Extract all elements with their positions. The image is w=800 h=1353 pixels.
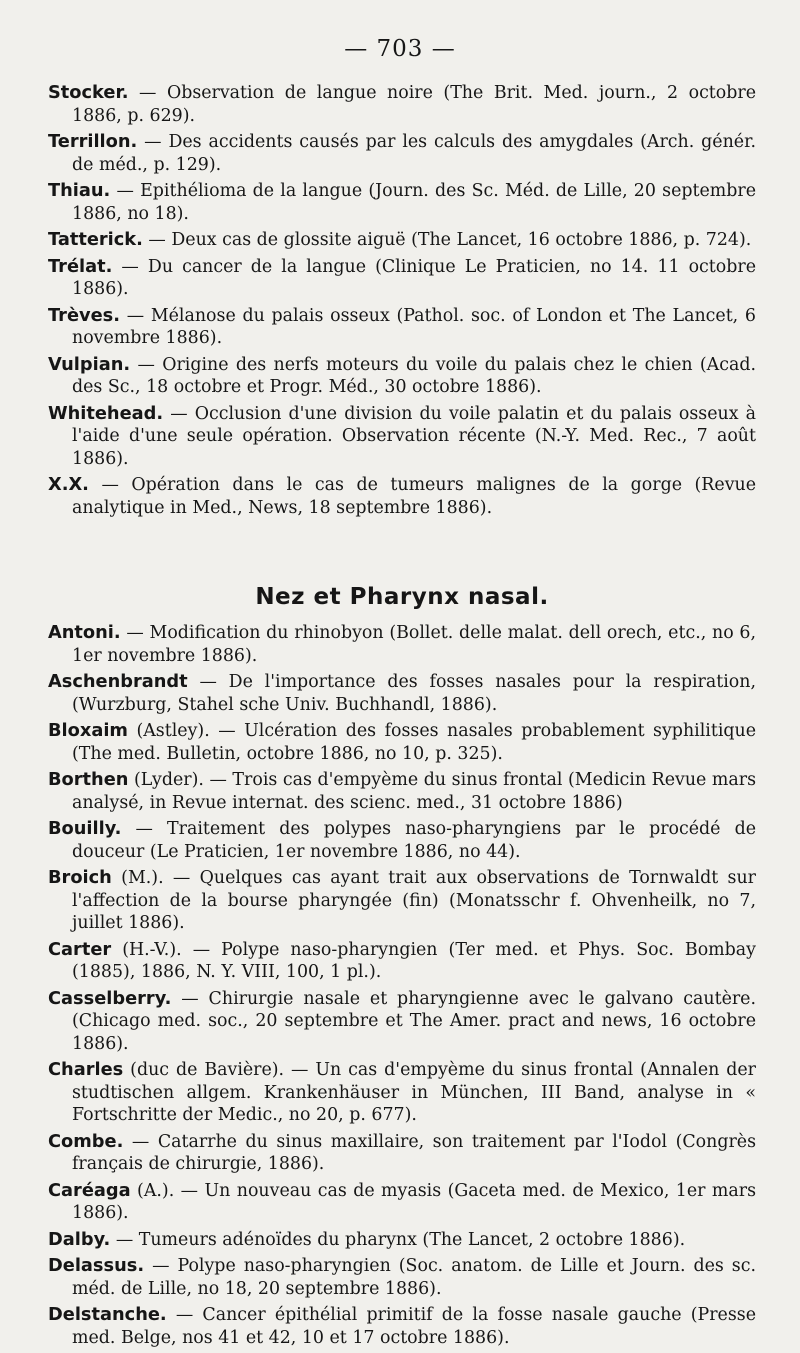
entry-text: — Cancer épithélial primitif de la fosse nasale gauche (Presse med. Belge, nos 41 et 42, 10 et 17 octobre 1886). xyxy=(72,1305,756,1348)
author-name: Whitehead. xyxy=(48,402,164,424)
entry xyxy=(48,354,756,399)
entry xyxy=(48,180,756,225)
entry-text: — Observation de langue noire (The Brit. Med. journ., 2 octobre 1886, p. 629). xyxy=(72,83,757,126)
entry xyxy=(48,1059,756,1127)
author-name: Terrillon. xyxy=(48,131,138,152)
entry-text: — Occlusion d'une division du voile palatin et du palais osseux à l'aide d'une seule opération. Observation récente (N.-Y. Med. Rec., 7 août 1886). xyxy=(72,403,756,469)
bibliography-list-tongue xyxy=(48,82,756,523)
author-name: Tatterick. xyxy=(48,229,143,250)
author-name: Borthen xyxy=(48,769,129,790)
entry xyxy=(48,1180,756,1225)
entry-text: — Du cancer de la langue (Clinique Le Praticien, no 14. 11 octobre 1886). xyxy=(72,256,756,299)
entry xyxy=(48,720,756,765)
entry xyxy=(48,82,756,127)
entry-text: — Polype naso-pharyngien (Soc. anatom. de Lille et Journ. des sc. méd. de Lille, no 18, 20 septembre 1886). xyxy=(72,1256,756,1299)
author-name: Carter xyxy=(48,938,112,960)
author-name: Thiau. xyxy=(48,180,111,201)
author-name: Trèves. xyxy=(48,304,120,326)
author-name: Caréaga xyxy=(48,1179,131,1201)
entry xyxy=(48,671,756,716)
entry-text: (A.). — Un nouveau cas de myasis (Gaceta med. de Mexico, 1er mars 1886). xyxy=(72,1180,756,1223)
entry-text: — Tumeurs adénoïdes du pharynx (The Lancet, 2 octobre 1886). xyxy=(115,1229,686,1250)
page-number: — 703 — xyxy=(344,36,456,62)
entry-text: — Chirurgie nasale et pharyngienne avec le galvano cautère. (Chicago med. soc., 20 septembre et The Amer. pract and news, 16 octobre 1886). xyxy=(72,988,756,1054)
entry xyxy=(48,1131,756,1176)
entry xyxy=(48,769,756,814)
entry xyxy=(48,1255,756,1300)
entry xyxy=(48,256,756,301)
author-name: Vulpian. xyxy=(48,353,131,375)
entry-text: — Des accidents causés par les calculs des amygdales (Arch. génér. de méd., p. 129). xyxy=(72,132,756,175)
entry-text: — Modification du rhinobyon (Bollet. delle malat. dell orech, etc., no 6, 1er novembre 1886). xyxy=(72,623,756,666)
entry xyxy=(48,474,756,519)
section-title: Nez et Pharynx nasal. xyxy=(255,584,549,610)
entry-text: (Lyder). — Trois cas d'empyème du sinus frontal (Medicin Revue mars analysé, in Revue internat. des scienc. med., 31 octobre 1886) xyxy=(72,770,757,813)
entry xyxy=(48,403,756,471)
entry-text: — Mélanose du palais osseux (Pathol. soc. of London et The Lancet, 6 novembre 1886). xyxy=(72,305,756,348)
author-name: X.X. xyxy=(48,474,89,495)
author-name: Trélat. xyxy=(48,255,113,277)
author-name: Delassus. xyxy=(48,1255,145,1276)
author-name: Stocker. xyxy=(48,82,129,103)
author-name: Bouilly. xyxy=(48,818,122,839)
entry-text: — Deux cas de glossite aiguë (The Lancet, 16 octobre 1886, p. 724). xyxy=(148,230,752,250)
entry xyxy=(48,1304,756,1349)
entry xyxy=(48,622,756,667)
entry xyxy=(48,229,756,252)
entry-text: — Opération dans le cas de tumeurs malignes de la gorge (Revue analytique in Med., News, 18 septembre 1886). xyxy=(72,475,757,518)
entry-text: — De l'importance des fosses nasales pour la respiration, (Wurzburg, Stahel sche Univ. Buchhandl, 1886). xyxy=(72,672,756,715)
author-name: Combe. xyxy=(48,1130,124,1152)
author-name: Casselberry. xyxy=(48,987,172,1009)
entry-text: — Catarrhe du sinus maxillaire, son traitement par l'Iodol (Congrès français de chirurgie, 1886). xyxy=(72,1131,757,1174)
entry-text: — Epithélioma de la langue (Journ. des Sc. Méd. de Lille, 20 septembre 1886, no 18). xyxy=(72,181,756,224)
entry xyxy=(48,305,756,350)
author-name: Bloxaim xyxy=(48,720,128,741)
author-name: Dalby. xyxy=(48,1228,111,1250)
author-name: Delstanche. xyxy=(48,1304,167,1325)
entry xyxy=(48,131,756,176)
author-name: Antoni. xyxy=(48,622,121,643)
entry-text: (Astley). — Ulcération des fosses nasales probablement syphilitique (The med. Bulletin, octobre 1886, no 10, p. 325). xyxy=(72,721,756,764)
author-name: Charles xyxy=(48,1059,124,1080)
entry-text: (duc de Bavière). — Un cas d'empyème du sinus frontal (Annalen der studtischen allgem. Krankenhäuser in München, III Band, analyse in « Fortschritte der Medic., no 20, p. 677). xyxy=(72,1060,756,1125)
entry xyxy=(48,939,756,984)
bibliography-list-nose xyxy=(48,572,756,1353)
entry-text: (M.). — Quelques cas ayant trait aux observations de Tornwaldt sur l'affection de la bourse pharyngée (fin) (Monatsschr f. Ohvenheilk, no 7, juillet 1886). xyxy=(72,868,756,933)
author-name: Aschenbrandt xyxy=(48,671,188,692)
entry xyxy=(48,867,756,935)
entry-text: (H.-V.). — Polype naso-pharyngien (Ter med. et Phys. Soc. Bombay (1885), 1886, N. Y. VIII, 100, 1 pl.). xyxy=(72,939,756,982)
entry-text: — Traitement des polypes naso-pharyngiens par le procédé de douceur (Le Praticien, 1er novembre 1886, no 44). xyxy=(72,819,756,862)
entry xyxy=(48,818,756,863)
entry xyxy=(48,988,756,1056)
author-name: Broich xyxy=(48,867,112,888)
entry xyxy=(48,1229,756,1252)
entry-text: — Origine des nerfs moteurs du voile du palais chez le chien (Acad. des Sc., 18 octobre et Progr. Méd., 30 octobre 1886). xyxy=(72,354,757,397)
